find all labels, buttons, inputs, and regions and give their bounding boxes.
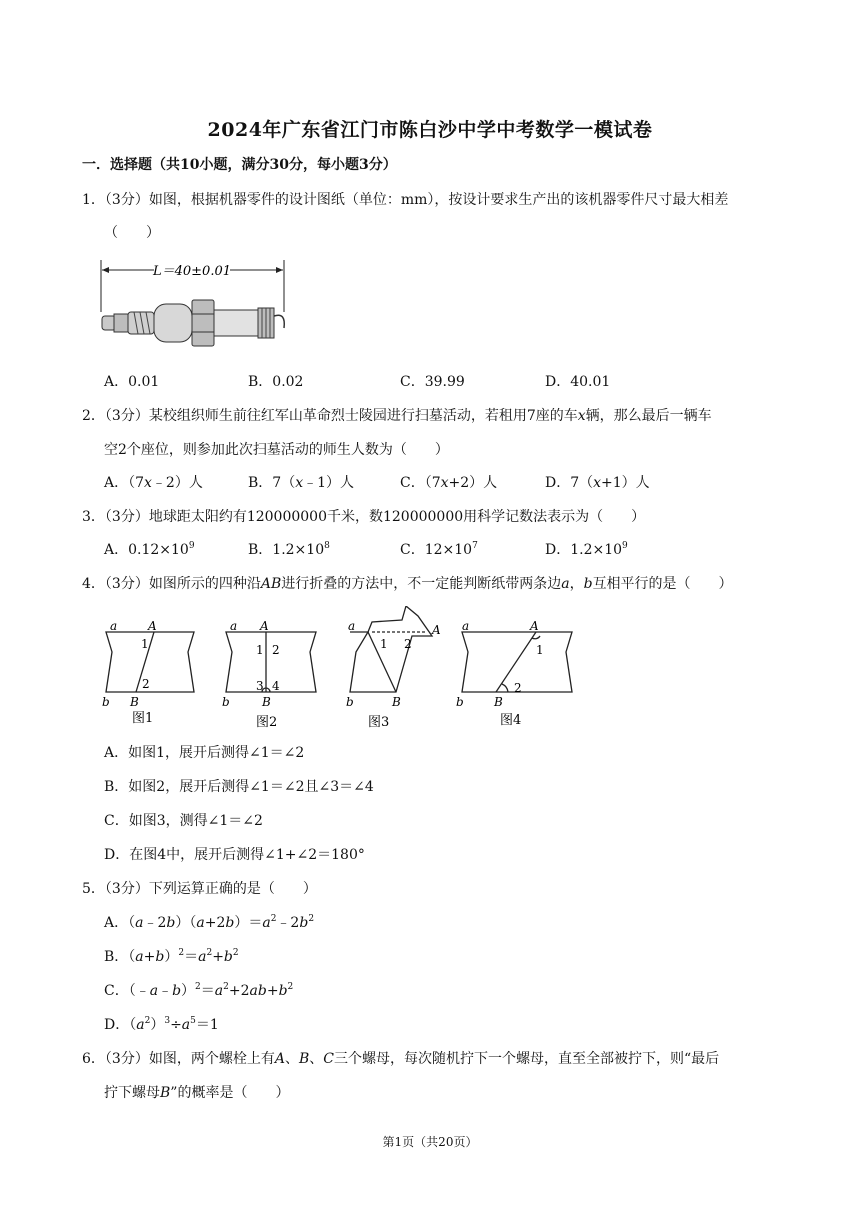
section-heading: 一．选择题（共10小题，满分30分，每小题3分） <box>82 157 397 173</box>
q1-option-c: C．39.99 <box>400 374 465 390</box>
fig4-label-b: b <box>456 695 464 709</box>
fig1-label-a: a <box>110 619 118 633</box>
question-1-line-1: 1．（3分）如图，根据机器零件的设计图纸（单位：mm），按设计要求生产出的该机器零件尺寸最大相差 <box>82 192 729 208</box>
fig3-angle-1: 1 <box>380 637 388 651</box>
q4-option-d: D．在图4中，展开后测得∠1+∠2＝180° <box>104 847 365 863</box>
folding-figures <box>96 606 596 732</box>
question-4-line-1: 4．（3分）如图所示的四种沿AB进行折叠的方法中，不一定能判断纸带两条边a，b互相平行的是（ ） <box>82 576 733 592</box>
figure-1-caption: 图1 <box>132 711 154 726</box>
q1-option-d: D．40.01 <box>545 374 611 390</box>
fig4-label-B: B <box>494 695 503 709</box>
fig4-angle-2: 2 <box>514 681 522 695</box>
fig4-label-a: a <box>462 619 470 633</box>
fig3-label-B: B <box>392 695 401 709</box>
figure-3-caption: 图3 <box>368 715 390 730</box>
q4-option-b: B．如图2，展开后测得∠1＝∠2且∠3＝∠4 <box>104 779 374 795</box>
fig1-angle-2: 2 <box>142 677 150 691</box>
question-6-line-1: 6．（3分）如图，两个螺栓上有A、B、C三个螺母，每次随机拧下一个螺母，直至全部被拧下，则“最后 <box>82 1051 720 1067</box>
question-6-line-2: 拧下螺母B”的概率是（ ） <box>104 1085 290 1101</box>
fig2-label-A: A <box>260 619 269 633</box>
q5-option-d: D．$(a^2)^3\div a^5=1$ <box>104 1016 219 1033</box>
fig3-label-a: a <box>348 619 356 633</box>
q3-option-d: D．$1.2\times 10^9$ <box>545 541 628 558</box>
q1-option-b: B．0.02 <box>248 374 304 390</box>
question-5-line-1: 5．（3分）下列运算正确的是（ ） <box>82 881 317 897</box>
fig4-angle-1: 1 <box>536 643 544 657</box>
fig2-angle-2: 2 <box>272 643 280 657</box>
question-2-line-2: 空2个座位，则参加此次扫墓活动的师生人数为（ ） <box>104 442 449 458</box>
q5-option-c: C．$(﹣a﹣b)^2=a^2+2ab+b^2$ <box>104 982 294 999</box>
fig3-angle-2: 2 <box>404 637 412 651</box>
fig2-label-b: b <box>222 695 230 709</box>
fig2-label-a: a <box>230 619 238 633</box>
q2-option-a: A．（7x﹣2）人 <box>104 475 203 491</box>
q2-option-b: B．7（x﹣1）人 <box>248 475 355 491</box>
fig1-angle-1: 1 <box>141 637 149 651</box>
q4-option-a: A．如图1，展开后测得∠1＝∠2 <box>104 745 305 761</box>
fig2-angle-3: 3 <box>256 679 264 693</box>
q5-option-a: A．$(a﹣2b)(a+2b)=a^2﹣2b^2$ <box>104 914 315 931</box>
question-3-line-1: 3．（3分）地球距太阳约有120000000千米，数120000000用科学记数法表示为（ ） <box>82 509 646 525</box>
fig3-label-A: A <box>432 623 441 637</box>
fig4-label-A: A <box>530 619 539 633</box>
q4-option-c: C．如图3，测得∠1＝∠2 <box>104 813 263 829</box>
q3-option-c: C．$12\times 10^7$ <box>400 541 478 558</box>
q1-option-a: A．0.01 <box>104 374 160 390</box>
page-title: 2024年广东省江门市陈白沙中学中考数学一模试卷 <box>207 119 653 141</box>
fig3-label-b: b <box>346 695 354 709</box>
q2-option-d: D．7（x+1）人 <box>545 475 650 491</box>
page-footer: 第1页（共20页） <box>382 1135 478 1149</box>
figure-4-caption: 图4 <box>500 713 522 728</box>
spark-plug-figure <box>98 256 298 356</box>
question-2-line-1: 2．（3分）某校组织师生前往红军山革命烈士陵园进行扫墓活动，若租用7座的车x辆，那么最后一辆车 <box>82 408 712 424</box>
q5-option-b: B．$(a+b)^2=a^2+b^2$ <box>104 948 239 965</box>
fig2-label-B: B <box>262 695 271 709</box>
fig2-angle-1: 1 <box>256 643 264 657</box>
q2-option-c: C．（7x+2）人 <box>400 475 498 491</box>
dimension-label: L＝40±0.01 <box>152 264 232 279</box>
fig1-label-b: b <box>102 695 110 709</box>
q3-option-a: A．$0.12\times 10^9$ <box>104 541 195 558</box>
figure-2-caption: 图2 <box>256 715 278 730</box>
q3-option-b: B．$1.2\times 10^8$ <box>248 541 330 558</box>
fig2-angle-4: 4 <box>272 679 280 693</box>
fig1-label-A: A <box>148 619 157 633</box>
fig1-label-B: B <box>130 695 139 709</box>
question-1-line-2: （ ） <box>104 225 160 241</box>
